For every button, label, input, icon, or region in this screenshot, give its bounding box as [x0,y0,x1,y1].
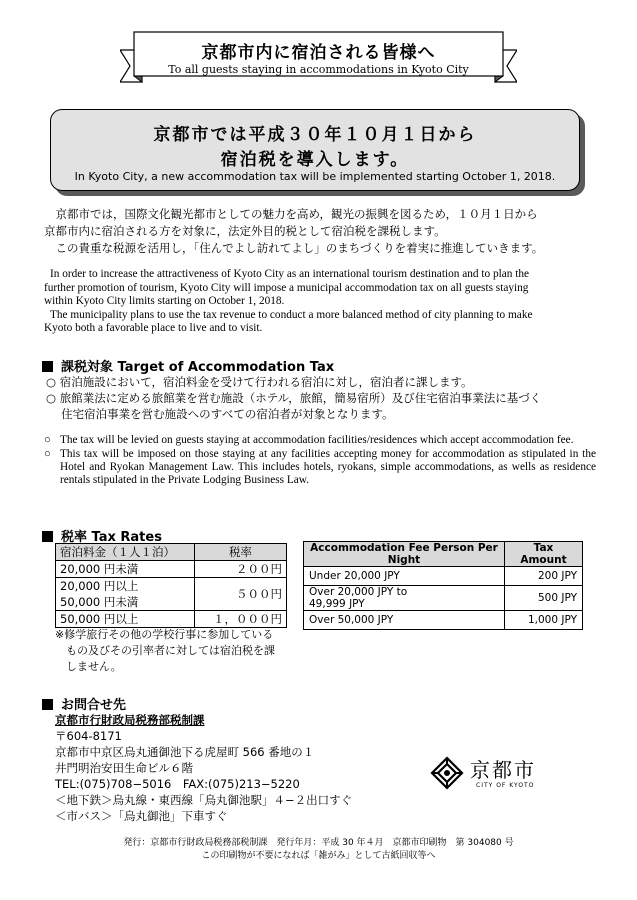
rates-heading-text: 税率 Tax Rates [61,530,162,545]
table-cell: 500 JPY [505,586,583,611]
table-header-cell: Accommodation Fee Person Per Night [304,542,505,567]
circle-bullet-icon: ○ [44,448,51,460]
circle-bullet-icon: ○ [44,434,51,446]
contact-heading-text: お問合せ先 [61,698,127,713]
table-row [56,578,287,611]
table-header-cell: Tax Amount [505,542,583,567]
footer [0,837,637,863]
section-square-icon [42,361,53,372]
table-header-cell: 税率 [195,544,287,561]
city-logo [430,752,550,796]
intro-en-line: Kyoto both a favorable place to live and to visit. [44,322,263,334]
target-ja-bullet: ○ 宿泊施設において，宿泊料金を受けて行われる宿泊に対し，宿泊者に課します。 [46,375,473,389]
table-cell: 1,000 JPY [505,611,583,630]
section-square-icon [42,531,53,542]
contact-block [55,712,435,824]
announcement-line2: 宿泊税を導入します。 [220,150,410,170]
contact-heading [42,694,126,713]
table-row [56,561,287,578]
table-cell-line: 49,999 JPY [309,598,365,610]
target-ja-bullets [46,374,616,422]
intro-ja-line: 京都市内に宿泊される方を対象に，法定外目的税として宿泊税を課税します。 [44,224,446,238]
logo-subtext: CITY OF KYOTO [476,782,535,789]
target-heading-text: 課税対象 Target of Accommodation Tax [61,360,335,375]
intro-en-line: The municipality plans to use the tax revenue to conduct a more balanced method of city planning to make [50,308,533,321]
contact-postal: 〒604-8171 [55,729,122,743]
contact-subway: ＜地下鉄＞烏丸線・東西線「烏丸御池駅」４−２出口すぐ [55,793,353,807]
table-cell-line: Over 20,000 JPY to [309,586,408,598]
contact-address: 京都市中京区烏丸通御池下る虎屋町 566 番地の１ [55,745,315,759]
intro-en-line: within Kyoto City limits starting on October 1, 2018. [44,295,285,307]
intro-japanese [44,206,604,257]
target-en-bullet [44,448,596,487]
rates-note-line: ※修学旅行その他の学校行事に参加している [55,628,274,641]
table-cell: １，０００円 [195,611,287,628]
contact-phone: TEL:(075)708−5016 FAX:(075)213−5220 [55,777,300,791]
intro-en-line: further promotion of tourism, Kyoto City will impose a municipal accommodation tax on all guests staying [44,281,529,294]
intro-en-line: In order to increase the attractiveness of Kyoto City as an international tourism destination and to plan the [50,268,530,280]
table-cell [304,586,505,611]
intro-english [44,268,604,336]
target-en-bullets [44,434,596,487]
logo-text: 京都市 [470,758,536,782]
announcement-english: In Kyoto City, a new accommodation tax will be implemented starting October 1, 2018. [74,170,556,183]
target-heading [42,356,334,375]
table-cell-line: 20,000 円以上 [60,579,139,593]
table-cell: Under 20,000 JPY [304,567,505,586]
rates-table-ja [55,543,287,628]
footer-line: 発行：京都市行財政局税務部税制課 発行年月：平成 30 年４月 京都市印刷物 第 304080 号 [123,838,514,848]
table-cell: 50,000 円以上 [56,611,195,628]
table-cell-line: 50,000 円未満 [60,595,139,609]
table-row [56,611,287,628]
table-cell: ２００円 [195,561,287,578]
table-header-cell: 宿泊料金（１人１泊） [56,544,195,561]
intro-ja-line: 京都市では，国際文化観光都市としての魅力を高め，観光の振興を図るため，１０月１日から [44,207,538,221]
kyoto-emblem-icon [430,756,464,790]
announcement-box [50,109,580,191]
rates-note [55,627,295,675]
table-row [304,567,583,586]
contact-bus: ＜市バス＞「烏丸御池」下車すぐ [55,809,228,823]
banner-title-ja: 京都市内に宿泊される皆様へ [201,43,436,63]
table-row [56,544,287,561]
header-banner [120,30,517,88]
table-row [304,542,583,567]
table-row [304,611,583,630]
rates-note-line: もの及びその引率者に対しては宿泊税を課 [55,644,275,657]
rates-table-en [303,541,583,630]
contact-address: 井門明治安田生命ビル６階 [55,761,193,775]
table-cell: Over 50,000 JPY [304,611,505,630]
rates-note-line: しません。 [55,660,122,673]
table-cell: 200 JPY [505,567,583,586]
table-row [304,586,583,611]
banner-title-en: To all guests staying in accommodations in Kyoto City [168,63,469,76]
target-en-bullet-text: This tax will be imposed on those staying at any facilities accepting money for accommodation as stipulated in the Hotel and Ryokan Management Law. This includes hotels, ryokans, simple accommodations, as wells as residence rentals stipulated in the Private Lodging Business Law. [60,448,596,486]
contact-office: 京都市行財政局税務部税制課 [55,713,205,727]
target-en-bullet-text: The tax will be levied on guests staying at accommodation facilities/residences which accept accommodation fee. [60,434,574,446]
table-cell: ５００円 [195,578,287,611]
footer-line: この印刷物が不要になれば「雑がみ」として古紙回収等へ [201,851,436,861]
target-ja-bullet: ○ 旅館業法に定める旅館業を営む施設（ホテル，旅館，簡易宿所）及び住宅宿泊事業法に基づく [46,391,542,405]
table-cell: 20,000 円未満 [56,561,195,578]
target-ja-bullet: 住宅宿泊事業を営む施設へのすべての宿泊者が対象となります。 [46,407,394,421]
intro-ja-line: この貴重な税源を活用し，「住んでよし訪れてよし」のまちづくりを着実に推進していきます。 [44,241,544,255]
announcement-line1: 京都市では平成３０年１０月１日から [153,125,477,145]
table-cell [56,578,195,611]
target-en-bullet [44,434,596,447]
section-square-icon [42,699,53,710]
